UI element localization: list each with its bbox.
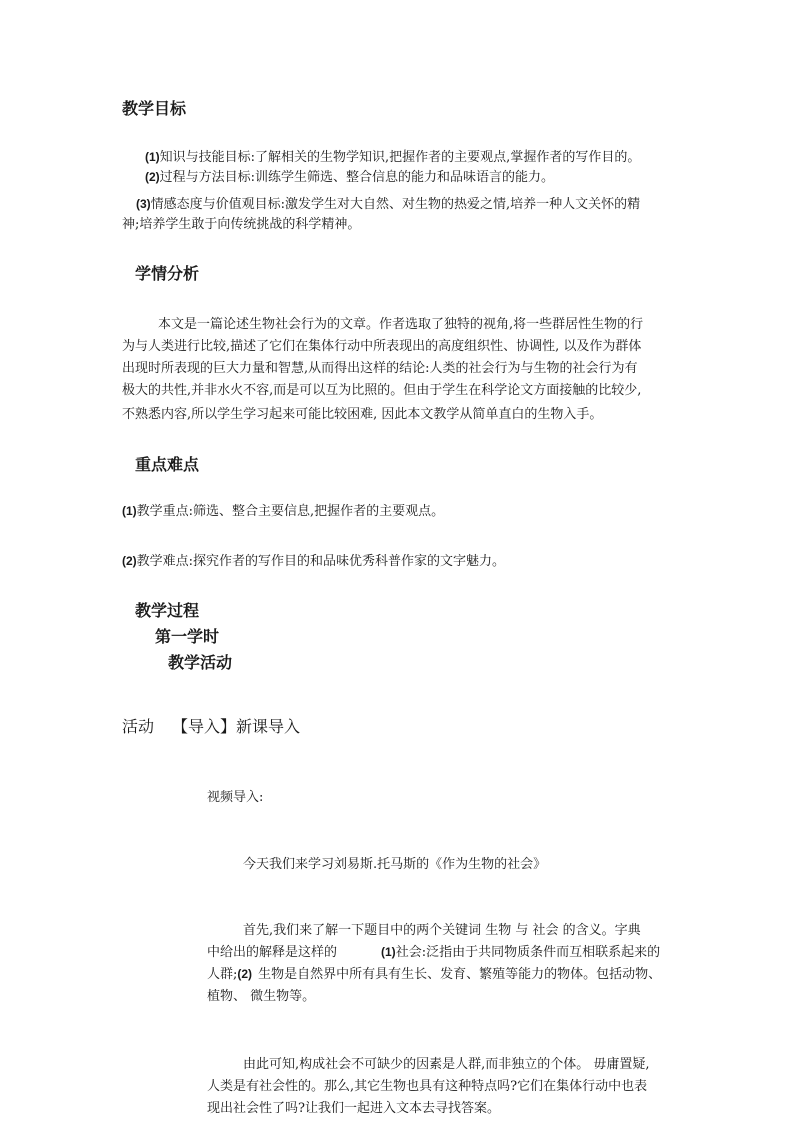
activity-para-2-line-2 (207, 941, 660, 964)
keypoints-heading: 重点难点 (135, 455, 200, 474)
item-number: (2) (237, 967, 253, 981)
activity-para-2-line-4: 植物、 微生物等。 (207, 989, 316, 1004)
objective-item-3-cont: 神;培养学生敢于向传统挑战的科学精神。 (122, 217, 361, 232)
item-text: 情感态度与价值观目标:激发学生对大自然、对生物的热爱之情,培养一种人文关怀的精 (150, 197, 641, 212)
keypoint-item-1 (122, 500, 444, 523)
item-number: (3) (136, 197, 151, 211)
item-text: 教学重点:筛选、整合主要信息,把握作者的主要观点。 (136, 504, 445, 519)
item-number: (1) (145, 150, 160, 164)
activity-para-3-line-3: 现出社会性了吗?让我们一起进入文本去寻找答案。 (207, 1101, 500, 1116)
item-text: 知识与技能目标:了解相关的生物学知识,把握作者的主要观点,掌握作者的写作目的。 (159, 150, 641, 165)
analysis-line-1: 本文是一篇论述生物社会行为的文章。作者选取了独特的视角,将一些群居性生物的行 (158, 317, 644, 332)
item-number: (2) (145, 170, 160, 184)
analysis-heading: 学情分析 (135, 264, 200, 283)
activity-para-2-line-3 (207, 963, 661, 986)
objectives-heading: 教学目标 (122, 99, 187, 118)
item-number: (2) (122, 554, 137, 568)
text-segment: 社会:泛指由于共同物质条件而互相联系起来的 (395, 945, 661, 960)
activity-para-2-line-1: 首先,我们来了解一下题目中的两个关键词 生物 与 社会 的含义。字典 (243, 923, 641, 938)
process-subheading: 第一学时 (155, 627, 220, 646)
analysis-line-5: 不熟悉内容,所以学生学习起来可能比较困难, 因此本文教学从简单直白的生物入手。 (122, 407, 603, 422)
item-text: 过程与方法目标:训练学生筛选、整合信息的能力和品味语言的能力。 (159, 170, 555, 185)
activity-para-3-line-2: 人类是有社会性的。那么,其它生物也具有这种特点吗?它们在集体行动中也表 (207, 1079, 648, 1094)
activity-para-1: 今天我们来学习刘易斯.托马斯的《作为生物的社会》 (243, 857, 547, 872)
keypoint-item-2 (122, 550, 505, 573)
analysis-line-4: 极大的共性,并非水火不容,而是可以互为比照的。但由于学生在科学论文方面接触的比较少, (122, 383, 642, 398)
process-heading: 教学过程 (135, 601, 200, 620)
activity-tag: 【导入】新课导入 (172, 717, 301, 736)
text-segment: 人群; (207, 967, 238, 982)
item-number: (1) (381, 945, 396, 959)
analysis-line-3: 出现时所表现的巨大力量和智慧,从而得出这样的结论:人类的社会行为与生物的社会行为有 (122, 361, 638, 376)
analysis-line-2: 为与人类进行比较,描述了它们在集体行动中所表现出的高度组织性、协调性, 以及作为群体 (122, 339, 642, 354)
objective-item-2 (145, 166, 554, 189)
activity-para-3-line-1: 由此可知,构成社会不可缺少的因素是人群,而非独立的个体。 毋庸置疑, (243, 1057, 650, 1072)
process-subsubheading: 教学活动 (168, 653, 233, 672)
item-text: 教学难点:探究作者的写作目的和品味优秀科普作家的文字魅力。 (136, 554, 506, 569)
item-number: (1) (122, 504, 137, 518)
text-segment: 生物是自然界中所有具有生长、发育、繁殖等能力的物体。包括动物、 (258, 967, 662, 982)
activity-label: 活动 (122, 717, 155, 736)
video-intro: 视频导入: (207, 790, 264, 805)
text-segment: 中给出的解释是这样的 (207, 945, 338, 960)
